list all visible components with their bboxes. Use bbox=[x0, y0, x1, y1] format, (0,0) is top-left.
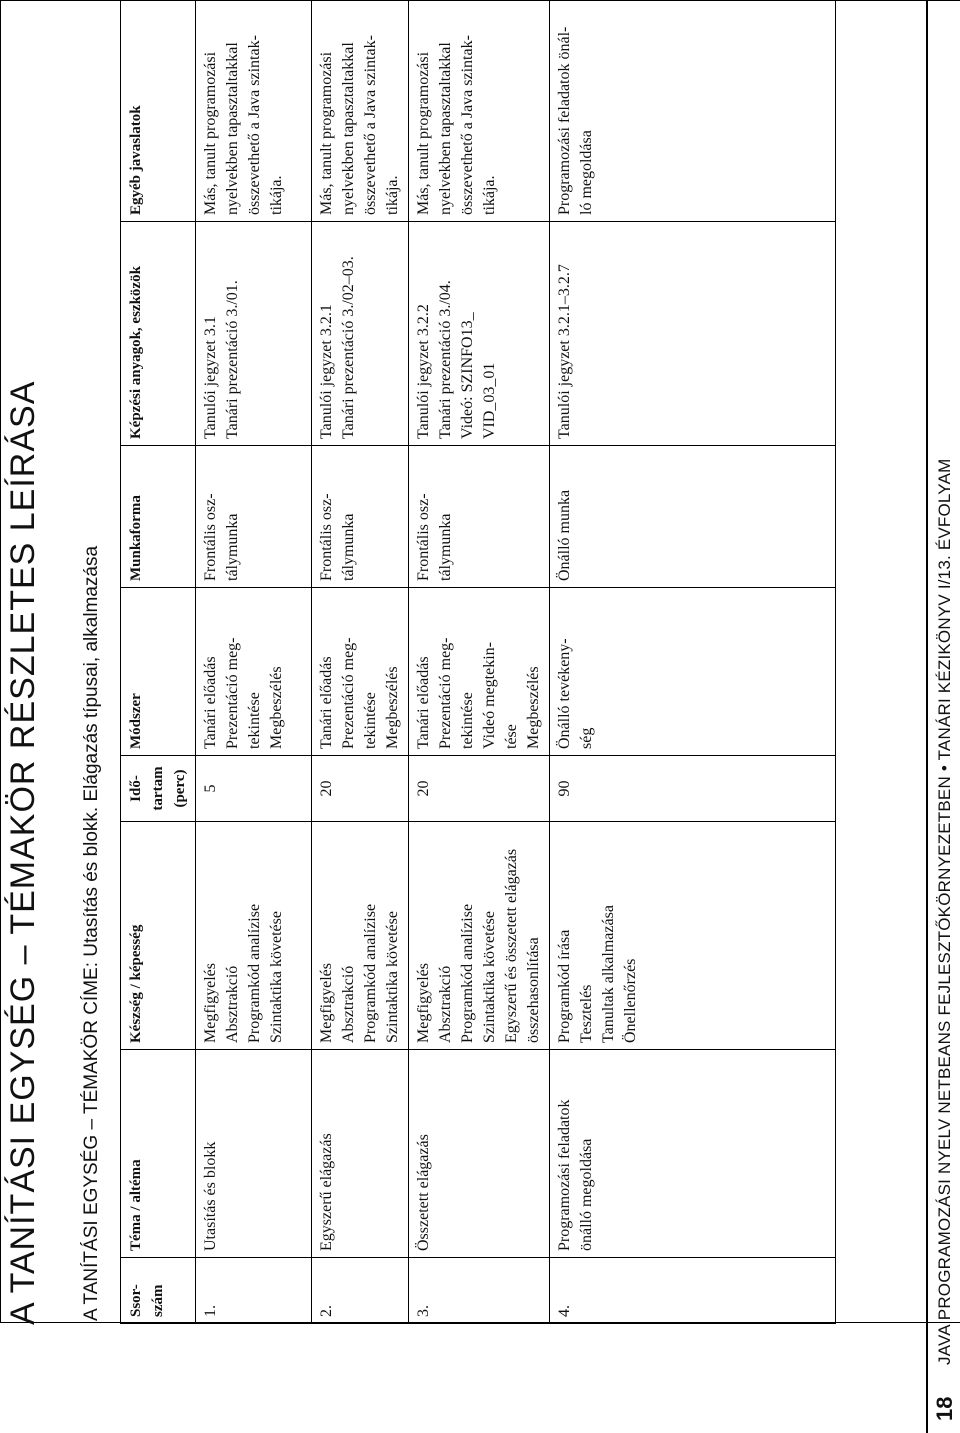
cell-keszseg: Megfigyelés Absztrakció Programkód analízise Szintaktika követése bbox=[312, 822, 409, 1050]
cell-egyeb: Más, tanult programozási nyelvekben tapasztaltakkal összevethető a Java szintak- tikája. bbox=[409, 0, 550, 222]
table-row bbox=[312, 0, 409, 1324]
cell-modszer: Tanári előadás Prezentáció meg- tekintése Megbeszélés bbox=[196, 588, 312, 756]
table-header-row bbox=[121, 0, 196, 1324]
page-footer bbox=[926, 0, 960, 1433]
cell-anyagok: Tanulói jegyzet 3.2.1–3.2.7 bbox=[550, 222, 836, 446]
header-anyagok: Képzési anyagok, eszközök bbox=[121, 222, 196, 446]
header-idotartam: Idő- tartam (perc) bbox=[121, 756, 196, 822]
cell-anyagok: Tanulói jegyzet 3.2.1 Tanári prezentáció 3./02–03. bbox=[312, 222, 409, 446]
page-number: 18 bbox=[932, 1396, 957, 1421]
cell-anyagok: Tanulói jegyzet 3.1 Tanári prezentáció 3./01. bbox=[196, 222, 312, 446]
header-egyeb: Egyéb javaslatok bbox=[121, 0, 196, 222]
cell-tema: Összetett elágazás bbox=[409, 1050, 550, 1258]
page-subtitle: A TANÍTÁSI EGYSÉG – TÉMAKÖR CÍME: Utasítás és blokk. Elágazás típusai, alkalmazása bbox=[81, 545, 102, 1321]
header-modszer: Módszer bbox=[121, 588, 196, 756]
cell-idotartam: 20 bbox=[312, 756, 409, 822]
table-row bbox=[196, 0, 312, 1324]
header-ssorszam: Ssor- szám bbox=[121, 1258, 196, 1324]
cell-egyeb: Más, tanult programozási nyelvekben tapasztaltakkal összevethető a Java szintak- tikája. bbox=[196, 0, 312, 222]
header-keszseg: Készség / képesség bbox=[121, 822, 196, 1050]
page-title: A TANÍTÁSI EGYSÉG – TÉMAKÖR RÉSZLETES LEÍRÁSA bbox=[4, 380, 42, 1325]
cell-munkaforma: Frontális osz- tálymunka bbox=[196, 446, 312, 588]
table-row bbox=[550, 0, 836, 1324]
cell-munkaforma: Önálló munka bbox=[550, 446, 836, 588]
cell-ssorszam: 3. bbox=[409, 1258, 550, 1324]
cell-ssorszam: 2. bbox=[312, 1258, 409, 1324]
cell-keszseg: Megfigyelés Absztrakció Programkód analízise Szintaktika követése Egyszerű és összetett elágazás összehasonlítása bbox=[409, 822, 550, 1050]
cell-modszer: Tanári előadás Prezentáció meg- tekintése Megbeszélés bbox=[312, 588, 409, 756]
cell-tema: Egyszerű elágazás bbox=[312, 1050, 409, 1258]
cell-egyeb: Más, tanult programozási nyelvekben tapasztaltakkal összevethető a Java szintak- tikája. bbox=[312, 0, 409, 222]
cell-tema: Programozási feladatok önálló megoldása bbox=[550, 1050, 836, 1258]
footer-text: JAVA PROGRAMOZÁSI NYELV NETBEANS FEJLESZTŐKÖRNYEZETBEN • TANÁRI KÉZIKÖNYV I/13. ÉVFOLYAM bbox=[935, 458, 954, 1365]
cell-anyagok: Tanulói jegyzet 3.2.2 Tanári prezentáció 3./04. Videó: SZINFO13_ VID_03_01 bbox=[409, 222, 550, 446]
cell-keszseg: Programkód írása Tesztelés Tanultak alkalmazása Önellenőrzés bbox=[550, 822, 836, 1050]
cell-egyeb: Programozási feladatok önál- ló megoldása bbox=[550, 0, 836, 222]
cell-idotartam: 5 bbox=[196, 756, 312, 822]
cell-idotartam: 20 bbox=[409, 756, 550, 822]
cell-ssorszam: 4. bbox=[550, 1258, 836, 1324]
cell-munkaforma: Frontális osz- tálymunka bbox=[409, 446, 550, 588]
header-tema: Téma / altéma bbox=[121, 1050, 196, 1258]
cell-ssorszam: 1. bbox=[196, 1258, 312, 1324]
cell-modszer: Tanári előadás Prezentáció meg- tekintése Videó megtekin- tése Megbeszélés bbox=[409, 588, 550, 756]
lesson-table bbox=[120, 0, 836, 1324]
table-row bbox=[409, 0, 550, 1324]
header-munkaforma: Munkaforma bbox=[121, 446, 196, 588]
cell-idotartam: 90 bbox=[550, 756, 836, 822]
cell-keszseg: Megfigyelés Absztrakció Programkód analízise Szintaktika követése bbox=[196, 822, 312, 1050]
cell-modszer: Önálló tevékeny- ség bbox=[550, 588, 836, 756]
cell-tema: Utasítás és blokk bbox=[196, 1050, 312, 1258]
cell-munkaforma: Frontális osz- tálymunka bbox=[312, 446, 409, 588]
